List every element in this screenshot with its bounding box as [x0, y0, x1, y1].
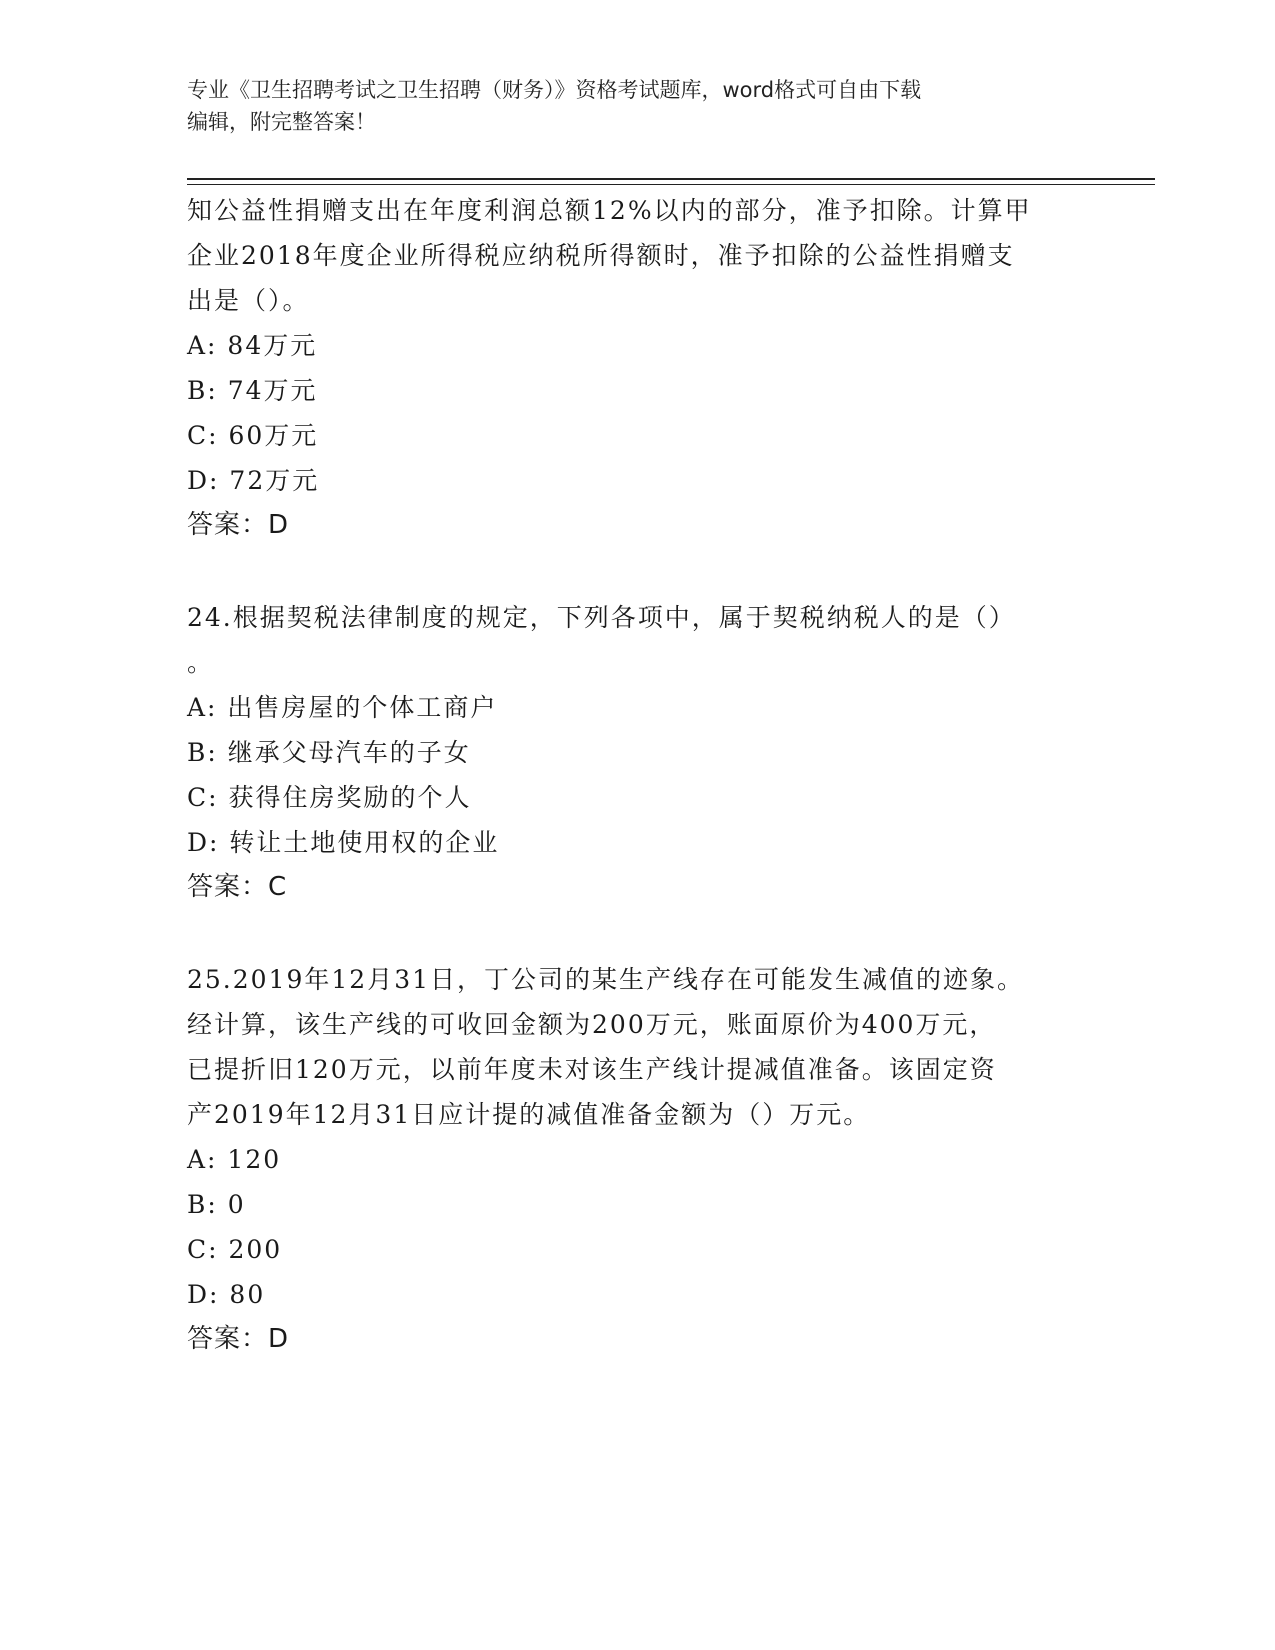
answer-label: 答案：D: [187, 510, 290, 540]
option-a: A: 84万元: [187, 331, 318, 360]
option-c: C: 200: [187, 1235, 283, 1264]
header-divider-thin: [187, 184, 1155, 185]
question-stem-line: 出是（）。: [187, 286, 310, 315]
question-24: [187, 595, 1087, 910]
question-list: [187, 188, 1087, 1362]
option-c: C: 60万元: [187, 421, 319, 450]
header-line-2: 编辑，附完整答案！: [187, 110, 376, 134]
option-c: C: 获得住房奖励的个人: [187, 783, 472, 812]
question-stem-line: 24.根据契税法律制度的规定，下列各项中，属于契税纳税人的是（）: [187, 603, 1016, 632]
question-stem-line: 。: [187, 648, 215, 677]
document-header: [187, 74, 1087, 138]
option-d: D: 80: [187, 1280, 266, 1309]
answer-label: 答案：D: [187, 1324, 290, 1354]
header-line-1: 专业《卫生招聘考试之卫生招聘（财务）》资格考试题库，word格式可自由下载: [187, 78, 922, 102]
question-25: [187, 957, 1087, 1362]
question-stem-line: 25.2019年12月31日，丁公司的某生产线存在可能发生减值的迹象。: [187, 965, 1025, 994]
option-a: A: 出售房屋的个体工商户: [187, 693, 498, 722]
question-stem-line: 企业2018年度企业所得税应纳税所得额时，准予扣除的公益性捐赠支: [187, 241, 1015, 270]
answer-label: 答案：C: [187, 872, 288, 902]
question-stem-line: 知公益性捐赠支出在年度利润总额12%以内的部分，准予扣除。计算甲: [187, 196, 1032, 225]
option-d: D: 72万元: [187, 466, 320, 495]
option-d: D: 转让土地使用权的企业: [187, 828, 500, 857]
header-divider: [187, 178, 1155, 180]
question-23: [187, 188, 1087, 548]
question-stem-line: 产2019年12月31日应计提的减值准备金额为（）万元。: [187, 1100, 871, 1129]
option-b: B: 74万元: [187, 376, 318, 405]
option-b: B: 继承父母汽车的子女: [187, 738, 471, 767]
question-stem-line: 经计算，该生产线的可收回金额为200万元，账面原价为400万元，: [187, 1010, 997, 1039]
option-b: B: 0: [187, 1190, 246, 1219]
option-a: A: 120: [187, 1145, 282, 1174]
question-stem-line: 已提折旧120万元，以前年度未对该生产线计提减值准备。该固定资: [187, 1055, 997, 1084]
